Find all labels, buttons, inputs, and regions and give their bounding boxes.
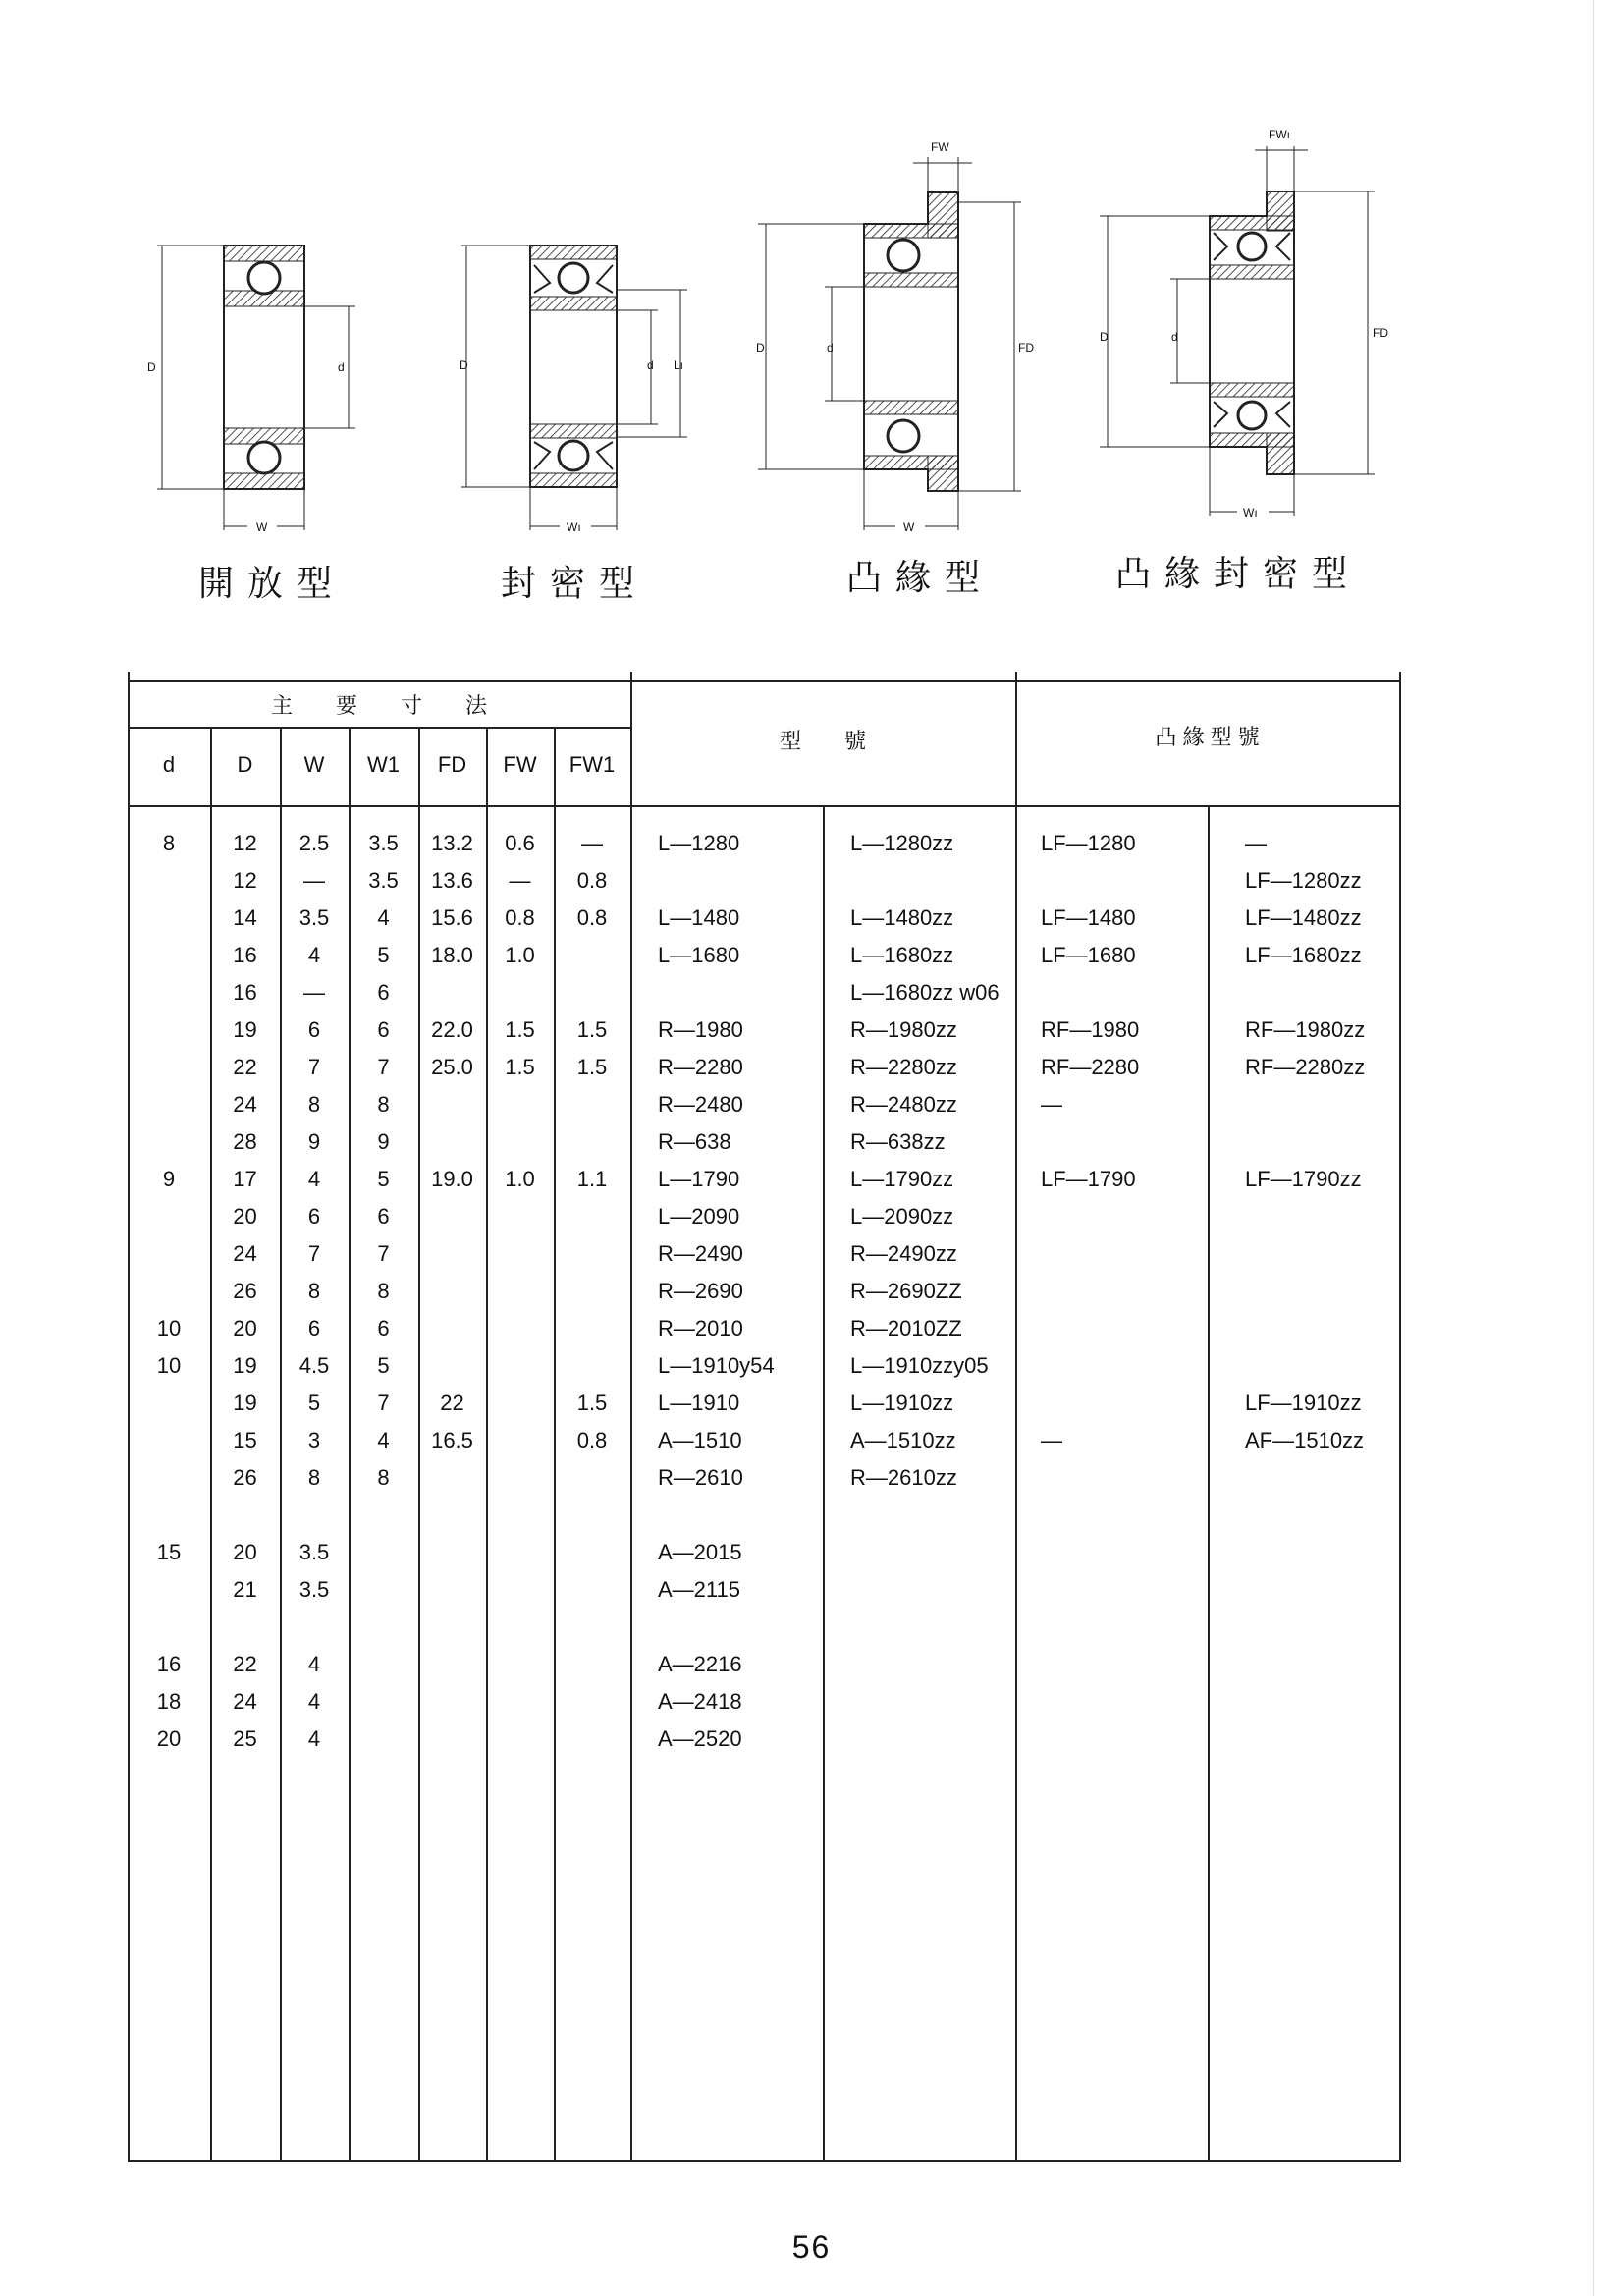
- cell-w: 8: [307, 1279, 321, 1303]
- dim-label-d: d: [647, 358, 654, 372]
- cell-m1: R—2010: [658, 1316, 743, 1340]
- cell-m2: L—1680zz w06: [850, 980, 1000, 1005]
- cell-fw: 0.8: [505, 905, 535, 930]
- page-edge-line: [1593, 0, 1594, 2296]
- cell-w: 3.5: [298, 905, 330, 930]
- cell-f2: LF—1480zz: [1245, 905, 1362, 930]
- cell-fd: 22.0: [431, 1017, 473, 1042]
- cell-fw1: —: [581, 831, 603, 855]
- cell-m2: R—1980zz: [850, 1017, 957, 1042]
- cell-f2: —: [1245, 831, 1267, 855]
- cell-f1: LF—1680: [1041, 943, 1136, 967]
- cell-m1: R—2490: [658, 1241, 743, 1266]
- cell-w: —: [303, 980, 325, 1005]
- cell-d: 20: [233, 1204, 257, 1229]
- cell-m1: R—2690: [658, 1279, 743, 1303]
- cell-m1: R—2480: [658, 1092, 743, 1117]
- cell-m2: R—2610zz: [850, 1465, 957, 1490]
- cell-f2: LF—1790zz: [1245, 1167, 1362, 1191]
- open-bearing-drawing: [137, 236, 373, 560]
- cell-d: 26: [233, 1465, 257, 1490]
- cell-d: 28: [233, 1129, 257, 1154]
- cell-w1: 5: [377, 1167, 390, 1191]
- cell-f1: LF—1280: [1041, 831, 1136, 855]
- cell-fw: 1.5: [505, 1055, 535, 1079]
- cell-w1: 4: [377, 1428, 390, 1452]
- cell-w1: 6: [377, 1017, 390, 1042]
- cell-m1: R—2280: [658, 1055, 743, 1079]
- cell-fw: 1.0: [505, 943, 535, 967]
- col-divider: [1015, 672, 1017, 2162]
- cell-fw: 1.0: [505, 1167, 535, 1191]
- col-header-d: d: [162, 752, 176, 777]
- cell-w1: 5: [377, 943, 390, 967]
- cell-w: —: [303, 868, 325, 893]
- cell-m1: A—2520: [658, 1726, 742, 1751]
- cell-w: 4: [307, 1726, 321, 1751]
- cell-d: 10: [156, 1353, 182, 1378]
- cell-f2: LF—1910zz: [1245, 1391, 1362, 1415]
- flanged-bearing-drawing: [746, 137, 1060, 550]
- col-header-W1: W1: [367, 752, 400, 777]
- cell-w: 6: [307, 1204, 321, 1229]
- cell-fd: 15.6: [431, 905, 473, 930]
- cell-m2: R—638zz: [850, 1129, 946, 1154]
- cell-fw1: 1.5: [576, 1017, 608, 1042]
- cell-d: 22: [233, 1652, 257, 1676]
- cell-d: 20: [156, 1726, 182, 1751]
- col-header-FW1: FW1: [568, 752, 616, 777]
- cell-d: 25: [233, 1726, 257, 1751]
- cell-w: 7: [307, 1055, 321, 1079]
- cell-m2: L—1790zz: [850, 1167, 954, 1191]
- cell-f2: RF—1980zz: [1245, 1017, 1366, 1042]
- cell-m2: L—1680zz: [850, 943, 954, 967]
- cell-m1: A—2015: [658, 1540, 742, 1564]
- cell-fw1: 1.5: [576, 1055, 608, 1079]
- cell-m2: R—2480zz: [850, 1092, 957, 1117]
- cell-f1: —: [1041, 1428, 1062, 1452]
- cell-d: 18: [156, 1689, 182, 1714]
- table-border-left: [128, 672, 130, 2162]
- dim-label-W1: Wı: [567, 520, 581, 534]
- cell-m1: L—1790: [658, 1167, 740, 1191]
- cell-d: 22: [233, 1055, 257, 1079]
- cell-d: 24: [233, 1092, 257, 1117]
- cell-w1: 8: [377, 1465, 390, 1490]
- cell-fw1: 0.8: [576, 905, 608, 930]
- cell-m1: A—1510: [658, 1428, 742, 1452]
- cell-d: 15: [233, 1428, 257, 1452]
- cell-fd: 13.6: [431, 868, 473, 893]
- cell-d: 24: [233, 1241, 257, 1266]
- cell-w1: 9: [377, 1129, 390, 1154]
- cell-d: 8: [162, 831, 176, 855]
- dim-label-D: D: [1100, 330, 1109, 344]
- col-divider: [630, 672, 632, 2162]
- col-header-FD: FD: [437, 752, 467, 777]
- cell-w1: 7: [377, 1241, 390, 1266]
- flange-model-number-header: 凸 緣 型 號: [1155, 725, 1260, 749]
- dim-label-d: d: [338, 360, 345, 374]
- cell-d: 12: [233, 831, 257, 855]
- cell-w: 4: [307, 1689, 321, 1714]
- cell-fw1: 0.8: [576, 1428, 608, 1452]
- cell-w1: 3.5: [368, 868, 399, 893]
- cell-f1: LF—1480: [1041, 905, 1136, 930]
- cell-f1: RF—2280: [1041, 1055, 1140, 1079]
- dim-label-FW: FW: [931, 140, 949, 154]
- cell-f1: RF—1980: [1041, 1017, 1140, 1042]
- cell-w: 8: [307, 1465, 321, 1490]
- cell-w: 2.5: [298, 831, 330, 855]
- page-number: 56: [791, 2229, 832, 2265]
- cell-w1: 6: [377, 1316, 390, 1340]
- cell-d: 15: [156, 1540, 182, 1564]
- cell-w1: 7: [377, 1055, 390, 1079]
- cell-d: 19: [233, 1391, 257, 1415]
- cell-w: 7: [307, 1241, 321, 1266]
- cell-w1: 4: [377, 905, 390, 930]
- cell-w1: 5: [377, 1353, 390, 1378]
- dim-label-W: W: [256, 520, 268, 534]
- cell-w1: 8: [377, 1279, 390, 1303]
- dim-label-D: D: [460, 358, 468, 372]
- caption-sealed-type: 封密型: [501, 564, 649, 604]
- cell-m1: A—2418: [658, 1689, 742, 1714]
- cell-f1: LF—1790: [1041, 1167, 1136, 1191]
- cell-d: 20: [233, 1540, 257, 1564]
- cell-d: 19: [233, 1017, 257, 1042]
- cell-f2: LF—1680zz: [1245, 943, 1362, 967]
- dim-label-d: d: [1171, 330, 1178, 344]
- cell-fw: 1.5: [505, 1017, 535, 1042]
- cell-w1: 8: [377, 1092, 390, 1117]
- caption-flanged-type: 凸緣型: [846, 558, 995, 598]
- cell-w1: 3.5: [368, 831, 399, 855]
- dim-label-W: W: [903, 520, 915, 534]
- cell-fd: 19.0: [431, 1167, 473, 1191]
- cell-fw1: 1.1: [576, 1167, 608, 1191]
- col-header-D: D: [237, 752, 253, 777]
- table-border-bottom: [128, 2160, 1401, 2162]
- col-header-W: W: [303, 752, 325, 777]
- diagram-sealed-type: [452, 236, 707, 560]
- cell-w1: 7: [377, 1391, 390, 1415]
- cell-m2: L—1480zz: [850, 905, 954, 930]
- cell-fw: —: [509, 868, 531, 893]
- cell-w: 4: [307, 1167, 321, 1191]
- cell-m1: L—1480: [658, 905, 740, 930]
- diagram-flanged-sealed-type: [1090, 123, 1404, 535]
- cell-d: 20: [233, 1316, 257, 1340]
- cell-d: 12: [233, 868, 257, 893]
- cell-fd: 13.2: [431, 831, 473, 855]
- cell-f2: AF—1510zz: [1245, 1428, 1365, 1452]
- spec-table: [128, 672, 1401, 2162]
- cell-d: 21: [233, 1577, 257, 1602]
- cell-f2: RF—2280zz: [1245, 1055, 1366, 1079]
- cell-fd: 25.0: [431, 1055, 473, 1079]
- cell-f1: —: [1041, 1092, 1062, 1117]
- cell-m2: L—1910zzy05: [850, 1353, 989, 1378]
- cell-d: 26: [233, 1279, 257, 1303]
- cell-m1: L—1910: [658, 1391, 740, 1415]
- dim-label-FD: FD: [1018, 341, 1034, 355]
- dim-label-FD: FD: [1373, 326, 1388, 340]
- dim-label-D: D: [147, 360, 156, 374]
- header-bottom: [128, 805, 1401, 807]
- cell-d: 16: [233, 980, 257, 1005]
- cell-m1: R—638: [658, 1129, 731, 1154]
- cell-m2: R—2010ZZ: [850, 1316, 962, 1340]
- cell-w: 4.5: [298, 1353, 330, 1378]
- cell-m1: L—1280: [658, 831, 740, 855]
- cell-w1: 6: [377, 980, 390, 1005]
- caption-open-type: 開放型: [198, 564, 347, 604]
- dim-label-W1: Wı: [1243, 506, 1258, 519]
- cell-d: 17: [233, 1167, 257, 1191]
- col-divider: [1208, 805, 1210, 2162]
- cell-d: 16: [156, 1652, 182, 1676]
- cell-m2: R—2280zz: [850, 1055, 957, 1079]
- cell-m1: L—1910y54: [658, 1353, 775, 1378]
- cell-w: 5: [307, 1391, 321, 1415]
- cell-fd: 18.0: [431, 943, 473, 967]
- cell-w: 6: [307, 1017, 321, 1042]
- flanged-sealed-bearing-drawing: [1090, 123, 1404, 535]
- cell-fd: 16.5: [431, 1428, 473, 1452]
- cell-w: 4: [307, 943, 321, 967]
- dim-label-d: d: [827, 341, 834, 355]
- dim-label-FW1: FWı: [1269, 128, 1290, 141]
- cell-w: 9: [307, 1129, 321, 1154]
- cell-fw1: 0.8: [576, 868, 608, 893]
- cell-m2: R—2690ZZ: [850, 1279, 962, 1303]
- cell-m2: L—2090zz: [850, 1204, 954, 1229]
- cell-fw: 0.6: [505, 831, 535, 855]
- dim-label-L: Lı: [674, 358, 684, 372]
- cell-w: 3.5: [298, 1540, 330, 1564]
- cell-d: 10: [156, 1316, 182, 1340]
- diagram-open-type: [137, 236, 373, 560]
- cell-m2: R—2490zz: [850, 1241, 957, 1266]
- cell-m2: A—1510zz: [850, 1428, 956, 1452]
- cell-w: 8: [307, 1092, 321, 1117]
- cell-fw1: 1.5: [576, 1391, 608, 1415]
- cell-w: 4: [307, 1652, 321, 1676]
- cell-f2: LF—1280zz: [1245, 868, 1362, 893]
- cell-fd: 22: [440, 1391, 464, 1415]
- cell-w1: 6: [377, 1204, 390, 1229]
- cell-m2: L—1910zz: [850, 1391, 954, 1415]
- model-number-header: 型 號: [779, 729, 866, 753]
- table-border-top: [128, 680, 1401, 682]
- diagram-flanged-type: [746, 137, 1060, 550]
- cell-m2: L—1280zz: [850, 831, 954, 855]
- cell-m1: A—2216: [658, 1652, 742, 1676]
- cell-w: 3.5: [298, 1577, 330, 1602]
- cell-d: 16: [233, 943, 257, 967]
- cell-d: 24: [233, 1689, 257, 1714]
- cell-m1: L—2090: [658, 1204, 740, 1229]
- dimensions-group-header: 主 要 寸 法: [270, 693, 487, 718]
- col-header-FW: FW: [503, 752, 537, 777]
- caption-flanged-sealed-type: 凸緣封密型: [1115, 554, 1362, 594]
- cell-d: 14: [233, 905, 257, 930]
- cell-d: 19: [233, 1353, 257, 1378]
- cell-w: 6: [307, 1316, 321, 1340]
- table-border-right: [1399, 672, 1401, 2162]
- cell-m1: L—1680: [658, 943, 740, 967]
- cell-m1: R—1980: [658, 1017, 743, 1042]
- col-divider: [823, 805, 825, 2162]
- sealed-bearing-drawing: [452, 236, 707, 560]
- cell-w: 3: [307, 1428, 321, 1452]
- cell-d: 9: [162, 1167, 176, 1191]
- cell-m1: R—2610: [658, 1465, 743, 1490]
- dim-label-D: D: [756, 341, 765, 355]
- cell-m1: A—2115: [658, 1577, 740, 1602]
